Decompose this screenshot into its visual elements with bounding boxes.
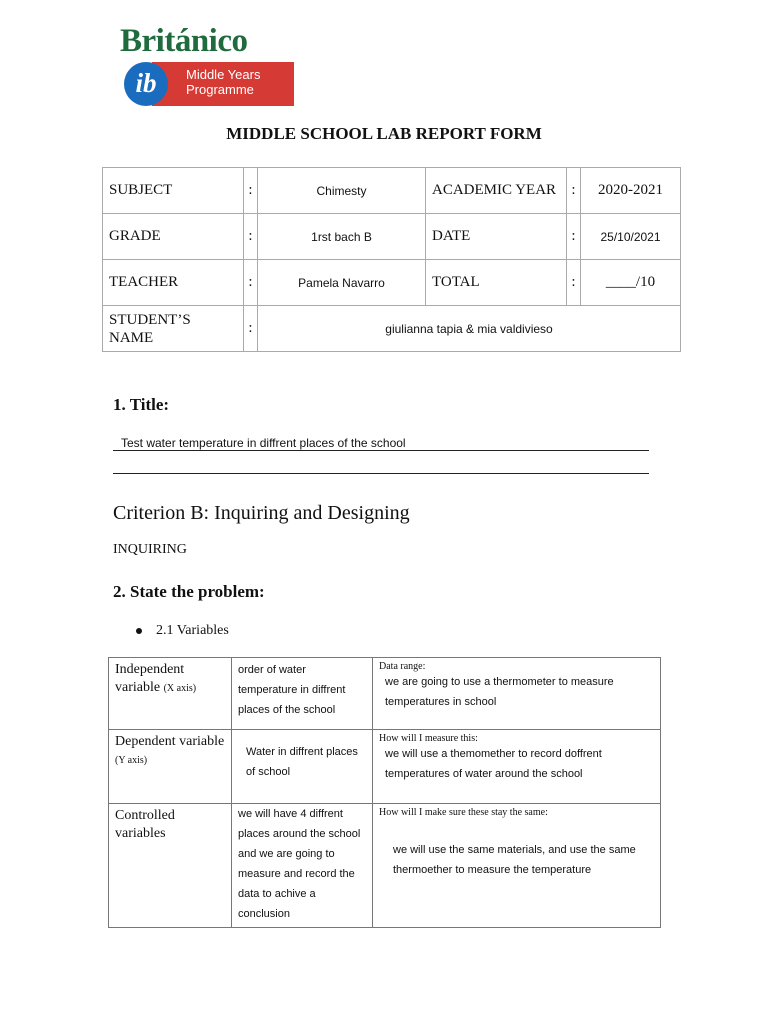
program-line-1: Middle Years <box>186 67 261 82</box>
grade-label: GRADE <box>103 214 244 260</box>
variable-detail-cell <box>373 658 661 730</box>
date-value: 25/10/2021 <box>581 214 681 260</box>
section-title-2: 2. State the problem: <box>113 582 265 601</box>
info-row-subject <box>103 168 681 214</box>
variable-description: we will have 4 diffrent places around the school and we are going to measure and record the data to achive a conclusion <box>232 804 373 928</box>
bullet-item <box>136 623 229 639</box>
variable-detail-heading: How will I measure this: <box>379 733 478 744</box>
variable-label-cell <box>109 804 232 928</box>
program-line-2: Programme <box>186 82 254 97</box>
variable-detail-cell <box>373 730 661 804</box>
student-name-value: giulianna tapia & mia valdivieso <box>258 306 681 352</box>
colon: : <box>567 260 581 306</box>
teacher-value: Pamela Navarro <box>258 260 426 306</box>
page-title: MIDDLE SCHOOL LAB REPORT FORM <box>226 124 542 143</box>
teacher-label: TEACHER <box>103 260 244 306</box>
colon: : <box>244 260 258 306</box>
variable-label-cell <box>109 730 232 804</box>
variable-description: Water in diffrent places of school <box>232 730 373 804</box>
variable-detail-heading: Data range: <box>379 661 426 672</box>
variable-axis: (Y axis) <box>115 755 148 766</box>
info-row-teacher <box>103 260 681 306</box>
brand-name: Británico <box>120 23 248 59</box>
date-label: DATE <box>426 214 567 260</box>
academic-year-value: 2020-2021 <box>581 168 681 214</box>
info-table <box>102 167 681 352</box>
criterion-heading: Criterion B: Inquiring and Designing <box>113 502 410 524</box>
variable-label: Controlled variables <box>115 808 175 841</box>
variable-row-controlled <box>109 804 661 928</box>
title-line-2 <box>113 458 649 474</box>
title-line-1: Test water temperature in diffrent places of the school <box>113 436 649 451</box>
colon: : <box>244 306 258 352</box>
subject-label: SUBJECT <box>103 168 244 214</box>
variable-row-independent <box>109 658 661 730</box>
colon: : <box>567 168 581 214</box>
total-label: TOTAL <box>426 260 567 306</box>
variables-table <box>108 657 661 928</box>
grade-value: 1rst bach B <box>258 214 426 260</box>
variable-detail-heading: How will I make sure these stay the same: <box>379 807 548 818</box>
variable-detail-cell <box>373 804 661 928</box>
info-row-grade <box>103 214 681 260</box>
program-banner <box>152 62 294 106</box>
colon: : <box>244 168 258 214</box>
britanico-logo <box>120 22 280 112</box>
total-value: ____/10 <box>581 260 681 306</box>
variable-label-cell <box>109 658 232 730</box>
subject-value: Chimesty <box>258 168 426 214</box>
colon: : <box>244 214 258 260</box>
variable-label: Dependent variable <box>115 734 225 749</box>
variable-axis: (X axis) <box>163 683 197 694</box>
bullet-dot-icon <box>136 628 142 634</box>
section-title-1: 1. Title: <box>113 395 170 414</box>
variable-description: order of water temperature in diffrent places of the school <box>232 658 373 730</box>
variable-row-dependent <box>109 730 661 804</box>
variable-detail-text: we will use the same materials, and use the same thermoether to measure the temperature <box>393 844 636 876</box>
info-row-student <box>103 306 681 352</box>
variable-label: Independent variable <box>115 662 185 695</box>
bullet-text: 2.1 Variables <box>156 623 229 638</box>
colon: : <box>567 214 581 260</box>
variable-detail-text: we will use a themomether to record doffrent temperatures of water around the school <box>385 748 602 780</box>
ib-logo-icon: ib <box>124 62 168 106</box>
student-name-label: STUDENT’S NAME <box>103 306 244 352</box>
academic-year-label: ACADEMIC YEAR <box>426 168 567 214</box>
inquiring-label: INQUIRING <box>113 542 187 557</box>
variable-detail-text: we are going to use a thermometer to measure temperatures in school <box>385 676 614 708</box>
